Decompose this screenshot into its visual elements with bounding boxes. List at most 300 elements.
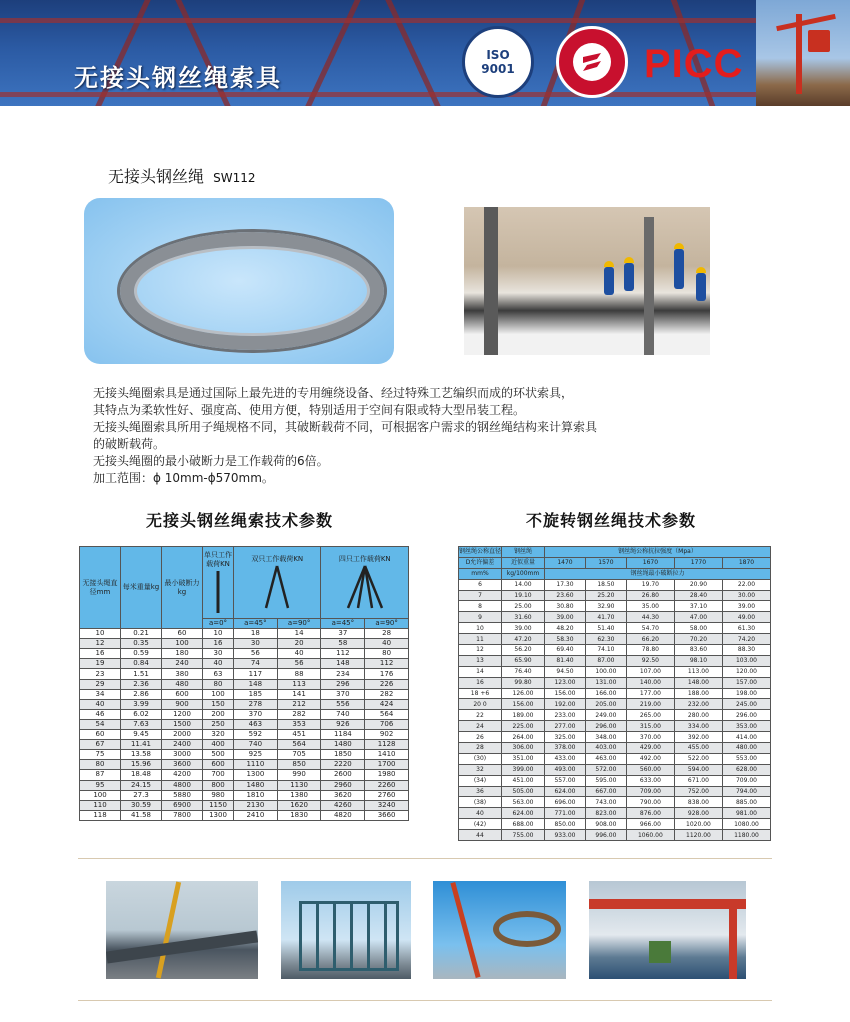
table-cell: 23.60: [545, 590, 586, 601]
table-cell: 370.00: [626, 732, 674, 743]
table-cell: 451.00: [502, 775, 545, 786]
table-cell: 83.60: [674, 645, 722, 656]
table-cell: 20 0: [459, 699, 502, 710]
table-cell: 705: [277, 750, 321, 760]
table-cell: 131.00: [585, 677, 626, 688]
table-cell: 628.00: [722, 764, 770, 775]
table-cell: 280.00: [674, 710, 722, 721]
table-cell: 65.90: [502, 655, 545, 666]
table-cell: 0.59: [121, 649, 162, 659]
table-cell: 633.00: [626, 775, 674, 786]
table-cell: 1130: [277, 780, 321, 790]
table-cell: 37.10: [674, 601, 722, 612]
table-row: [459, 579, 771, 590]
table-cell: 1060.00: [626, 830, 674, 841]
table-cell: 563.00: [502, 797, 545, 808]
table-cell: 51.40: [585, 623, 626, 634]
table-cell: 44: [459, 830, 502, 841]
table-cell: 403.00: [585, 743, 626, 754]
table1-title: 无接头钢丝绳索技术参数: [146, 511, 334, 530]
table-cell: 10: [459, 623, 502, 634]
table-cell: 100: [162, 639, 203, 649]
header-grade: 1570: [585, 557, 626, 568]
table-row: [459, 721, 771, 732]
table-cell: 70.20: [674, 634, 722, 645]
table-cell: 10: [203, 629, 234, 639]
table-cell: 49.00: [722, 612, 770, 623]
desc-line: 无接头绳圈的最小破断力是工作载荷的6倍。: [93, 454, 329, 468]
table-cell: 92.50: [626, 655, 674, 666]
table-cell: 1620: [277, 800, 321, 810]
table-row: [80, 709, 409, 719]
table-cell: 34: [80, 689, 121, 699]
table-cell: 39.00: [545, 612, 586, 623]
table-cell: 56: [277, 659, 321, 669]
table-cell: 27.3: [121, 790, 162, 800]
product-code: SW112: [213, 171, 256, 185]
table-cell: (42): [459, 819, 502, 830]
table-cell: 400: [203, 740, 234, 750]
table-cell: 63: [203, 669, 234, 679]
table-cell: 16: [80, 649, 121, 659]
iso-logo-main: ISO: [486, 48, 510, 62]
table-cell: 1.51: [121, 669, 162, 679]
table-cell: 148: [234, 679, 278, 689]
harbor-crane-photo: [756, 0, 850, 106]
table-cell: 126.00: [502, 688, 545, 699]
header-col2-line1: 钢丝绳: [502, 547, 545, 558]
table-cell: 925: [234, 750, 278, 760]
table-cell: 1700: [365, 760, 409, 770]
table-row: [80, 740, 409, 750]
table-cell: 113: [277, 679, 321, 689]
table-row: [80, 669, 409, 679]
table-row: [459, 819, 771, 830]
header-grade: 1470: [545, 557, 586, 568]
rope-ring-shape: [120, 232, 384, 350]
table-cell: 3.99: [121, 699, 162, 709]
header-col1-line3: mm%: [459, 568, 502, 579]
table-cell: 10: [80, 629, 121, 639]
table-cell: 2400: [162, 740, 203, 750]
table-cell: 76.40: [502, 666, 545, 677]
table-cell: 18.48: [121, 770, 162, 780]
table-cell: 740: [234, 740, 278, 750]
table-cell: 4200: [162, 770, 203, 780]
table-cell: 113.00: [674, 666, 722, 677]
table-cell: 740: [321, 709, 365, 719]
table-cell: 30.59: [121, 800, 162, 810]
table-cell: 353.00: [722, 721, 770, 732]
table-row: [80, 719, 409, 729]
table-cell: 41.70: [585, 612, 626, 623]
header-weight: 每米重量kg: [121, 547, 162, 629]
header-strength-title: 钢丝绳公称抗拉强度（Mpa）: [545, 547, 771, 558]
table-cell: 600: [203, 760, 234, 770]
table-cell: 370: [234, 709, 278, 719]
table-cell: 88.30: [722, 645, 770, 656]
table-cell: 180: [162, 649, 203, 659]
table-cell: 3600: [162, 760, 203, 770]
table-cell: 696.00: [545, 797, 586, 808]
table-cell: 99.80: [502, 677, 545, 688]
table-cell: 47.00: [674, 612, 722, 623]
table-cell: 39.00: [502, 623, 545, 634]
table-cell: 560.00: [626, 764, 674, 775]
china-top-brand-logo: [556, 26, 628, 98]
table-cell: 282: [365, 689, 409, 699]
table-cell: 850.00: [545, 819, 586, 830]
table-cell: 37: [321, 629, 365, 639]
table-cell: 296.00: [585, 721, 626, 732]
table-cell: 88: [277, 669, 321, 679]
table-cell: 7: [459, 590, 502, 601]
table-row: [80, 689, 409, 699]
table-cell: 44.30: [626, 612, 674, 623]
table-cell: 56: [234, 649, 278, 659]
table-row: [459, 612, 771, 623]
wire-rope-ring-photo: [84, 198, 394, 364]
table-cell: 1200: [162, 709, 203, 719]
table-cell: 80: [203, 679, 234, 689]
table-cell: 18.50: [585, 579, 626, 590]
table-cell: (30): [459, 753, 502, 764]
table-cell: 185: [234, 689, 278, 699]
table-cell: 838.00: [674, 797, 722, 808]
table-row: [459, 645, 771, 656]
table-cell: 706: [365, 719, 409, 729]
table-cell: 1410: [365, 750, 409, 760]
table-cell: 240: [162, 659, 203, 669]
header-min-break-title: 钢丝绳最小破断拉力: [545, 568, 771, 579]
table-cell: 1300: [234, 770, 278, 780]
table-cell: 14.00: [502, 579, 545, 590]
table-cell: 25.20: [585, 590, 626, 601]
table-cell: 572.00: [585, 764, 626, 775]
table-cell: 198.00: [722, 688, 770, 699]
table-cell: 709.00: [626, 786, 674, 797]
table-cell: 3660: [365, 810, 409, 820]
table-cell: 15.96: [121, 760, 162, 770]
brand-logo-mark: [573, 43, 611, 81]
table-cell: 700: [203, 770, 234, 780]
table-cell: 205.00: [585, 699, 626, 710]
header-double: [234, 547, 321, 619]
table-cell: 19.10: [502, 590, 545, 601]
table-cell: 667.00: [585, 786, 626, 797]
table-row: [459, 623, 771, 634]
table-cell: (34): [459, 775, 502, 786]
table-cell: 1500: [162, 719, 203, 729]
table-cell: 17.30: [545, 579, 586, 590]
table-cell: 30: [234, 639, 278, 649]
header-angle-90: a=90°: [365, 619, 409, 629]
table-cell: 226: [365, 679, 409, 689]
table-cell: 148: [321, 659, 365, 669]
table-cell: 1110: [234, 760, 278, 770]
table-cell: 278: [234, 699, 278, 709]
table-cell: 249.00: [585, 710, 626, 721]
table-cell: 157.00: [722, 677, 770, 688]
table-cell: 6.02: [121, 709, 162, 719]
table-cell: 1180.00: [722, 830, 770, 841]
table-cell: 74.20: [722, 634, 770, 645]
brand-mark-icon: [579, 49, 605, 75]
table-cell: 14: [277, 629, 321, 639]
table-cell: 36: [459, 786, 502, 797]
desc-line: 无接头绳圈索具是通过国际上最先进的专用缠绕设备、经过特殊工艺编织而成的环状索具，: [93, 386, 574, 400]
table-cell: 3620: [321, 790, 365, 800]
table-cell: 117: [234, 669, 278, 679]
table-cell: 1980: [365, 770, 409, 780]
table-cell: 25.00: [502, 601, 545, 612]
table-row: [459, 634, 771, 645]
table-cell: 28: [365, 629, 409, 639]
table-cell: 30: [203, 649, 234, 659]
bridge-lifting-photo: [106, 881, 258, 979]
table-cell: 81.40: [545, 655, 586, 666]
header-angle-45: a=45°: [234, 619, 278, 629]
table-row: [459, 699, 771, 710]
header-col1-line2: D允许偏差: [459, 557, 502, 568]
table-cell: 370: [321, 689, 365, 699]
iso-9001-logo: [462, 26, 534, 98]
table-row: [459, 797, 771, 808]
table-cell: 980: [203, 790, 234, 800]
table-cell: 908.00: [585, 819, 626, 830]
table-cell: 87.00: [585, 655, 626, 666]
header-min-break: 最小破断力kg: [162, 547, 203, 629]
header-double-label: 双只工作载荷KN: [251, 555, 304, 563]
table-cell: 966.00: [626, 819, 674, 830]
table-cell: 16: [459, 677, 502, 688]
table-cell: 600: [162, 689, 203, 699]
table-cell: 5880: [162, 790, 203, 800]
table-cell: 118: [80, 810, 121, 820]
table-cell: 351.00: [502, 753, 545, 764]
table-cell: 200: [203, 709, 234, 719]
table-cell: 166.00: [585, 688, 626, 699]
table-cell: 100: [80, 790, 121, 800]
table-row: [80, 699, 409, 709]
table-cell: 19.70: [626, 579, 674, 590]
table-cell: 6: [459, 579, 502, 590]
table-row: [459, 732, 771, 743]
table-cell: 624.00: [545, 786, 586, 797]
table-cell: 148.00: [674, 677, 722, 688]
table-cell: 380: [162, 669, 203, 679]
table-cell: 41.58: [121, 810, 162, 820]
table-cell: 2.86: [121, 689, 162, 699]
table-row: [80, 770, 409, 780]
header-col2-line3: kg/100mm: [502, 568, 545, 579]
table-row: [80, 679, 409, 689]
table-cell: 189.00: [502, 710, 545, 721]
table-cell: 176: [365, 669, 409, 679]
table-cell: 933.00: [545, 830, 586, 841]
table-cell: 755.00: [502, 830, 545, 841]
table-cell: 140.00: [626, 677, 674, 688]
table-cell: 12: [80, 639, 121, 649]
table-cell: 120.00: [722, 666, 770, 677]
table-cell: 414.00: [722, 732, 770, 743]
table-cell: 107.00: [626, 666, 674, 677]
table-cell: 296.00: [722, 710, 770, 721]
table-row: [459, 808, 771, 819]
table-cell: 592: [234, 730, 278, 740]
table-cell: 219.00: [626, 699, 674, 710]
header-diameter: 无接头绳直径mm: [80, 547, 121, 629]
table-cell: 11.41: [121, 740, 162, 750]
table-cell: 595.00: [585, 775, 626, 786]
table-cell: 16: [203, 639, 234, 649]
table-cell: 325.00: [545, 732, 586, 743]
table-cell: 0.84: [121, 659, 162, 669]
table-cell: 56.20: [502, 645, 545, 656]
table-cell: 28: [459, 743, 502, 754]
table-cell: 69.40: [545, 645, 586, 656]
table-cell: 188.00: [674, 688, 722, 699]
bottom-divider: [78, 1000, 772, 1001]
table-cell: 264.00: [502, 732, 545, 743]
table-cell: 12: [459, 645, 502, 656]
table-cell: 61.30: [722, 623, 770, 634]
non-rotating-rope-spec-table: [458, 546, 771, 841]
product-name: 无接头钢丝绳: [108, 167, 205, 186]
table-cell: 480: [162, 679, 203, 689]
header-single: [203, 547, 234, 619]
table-row: [80, 780, 409, 790]
table-cell: 671.00: [674, 775, 722, 786]
table-row: [80, 629, 409, 639]
table-cell: 74.10: [585, 645, 626, 656]
table-cell: 20.90: [674, 579, 722, 590]
header-quad-label: 四只工作载荷KN: [338, 555, 391, 563]
workers-site-photo: [464, 207, 710, 355]
table-cell: 75: [80, 750, 121, 760]
double-sling-icon: [262, 564, 292, 610]
single-sling-icon: [211, 569, 225, 615]
table-cell: 902: [365, 730, 409, 740]
table-cell: 20: [277, 639, 321, 649]
table-cell: 28.40: [674, 590, 722, 601]
table-cell: 24: [459, 721, 502, 732]
product-title: [108, 164, 256, 187]
table-row: [80, 750, 409, 760]
table-cell: 1830: [277, 810, 321, 820]
table-row: [459, 590, 771, 601]
table-cell: 58.30: [545, 634, 586, 645]
table-cell: 282: [277, 709, 321, 719]
header-angle-0: a=0°: [203, 619, 234, 629]
table-cell: 18: [234, 629, 278, 639]
table-cell: 58.00: [674, 623, 722, 634]
table-cell: 6900: [162, 800, 203, 810]
table-cell: 4800: [162, 780, 203, 790]
table-row: [459, 830, 771, 841]
header-quad: [321, 547, 409, 619]
table-cell: 22.00: [722, 579, 770, 590]
table-cell: 35.00: [626, 601, 674, 612]
table-cell: 2260: [365, 780, 409, 790]
table-cell: 112: [321, 649, 365, 659]
table-cell: 493.00: [545, 764, 586, 775]
table-cell: 480.00: [722, 743, 770, 754]
table-cell: 54.70: [626, 623, 674, 634]
table-cell: 74: [234, 659, 278, 669]
table-cell: 353: [277, 719, 321, 729]
table-cell: 1850: [321, 750, 365, 760]
table-cell: 232.00: [674, 699, 722, 710]
table-cell: 2.36: [121, 679, 162, 689]
table-cell: 26.80: [626, 590, 674, 601]
table-cell: 40: [277, 649, 321, 659]
table-row: [459, 743, 771, 754]
table-cell: 1184: [321, 730, 365, 740]
table-cell: 95: [80, 780, 121, 790]
table-row: [459, 764, 771, 775]
table-cell: 3000: [162, 750, 203, 760]
table-cell: 225.00: [502, 721, 545, 732]
table-cell: 40: [80, 699, 121, 709]
table-cell: 2130: [234, 800, 278, 810]
table-cell: 245.00: [722, 699, 770, 710]
table-cell: 23: [80, 669, 121, 679]
table-cell: 32.90: [585, 601, 626, 612]
table-cell: 80: [365, 649, 409, 659]
table-cell: 564: [365, 709, 409, 719]
table-cell: 112: [365, 659, 409, 669]
table-cell: 433.00: [545, 753, 586, 764]
product-description: [93, 385, 597, 487]
table-cell: 1480: [321, 740, 365, 750]
table-cell: 110: [80, 800, 121, 810]
table-cell: 743.00: [585, 797, 626, 808]
header-single-label: 单只工作载荷KN: [204, 550, 232, 568]
table-cell: 54: [80, 719, 121, 729]
table-cell: 233.00: [545, 710, 586, 721]
table-cell: 296: [321, 679, 365, 689]
table-cell: 4820: [321, 810, 365, 820]
table-row: [80, 810, 409, 820]
table-cell: 7800: [162, 810, 203, 820]
table-cell: 156.00: [545, 688, 586, 699]
table-row: [459, 775, 771, 786]
table-cell: 771.00: [545, 808, 586, 819]
table-cell: 150: [203, 699, 234, 709]
table-cell: 48.20: [545, 623, 586, 634]
table-cell: 564: [277, 740, 321, 750]
table-cell: 39.00: [722, 601, 770, 612]
table-row: [80, 790, 409, 800]
table-row: [459, 753, 771, 764]
table-cell: 794.00: [722, 786, 770, 797]
table-cell: 60: [80, 730, 121, 740]
table-cell: 424: [365, 699, 409, 709]
table-cell: 981.00: [722, 808, 770, 819]
table-cell: 78.80: [626, 645, 674, 656]
table-cell: 87: [80, 770, 121, 780]
table-cell: 265.00: [626, 710, 674, 721]
table-cell: 876.00: [626, 808, 674, 819]
table-cell: 334.00: [674, 721, 722, 732]
table-cell: 40: [365, 639, 409, 649]
table-cell: 18 +6: [459, 688, 502, 699]
table-cell: 40: [459, 808, 502, 819]
table-row: [80, 800, 409, 810]
table-cell: 990: [277, 770, 321, 780]
table-cell: 594.00: [674, 764, 722, 775]
